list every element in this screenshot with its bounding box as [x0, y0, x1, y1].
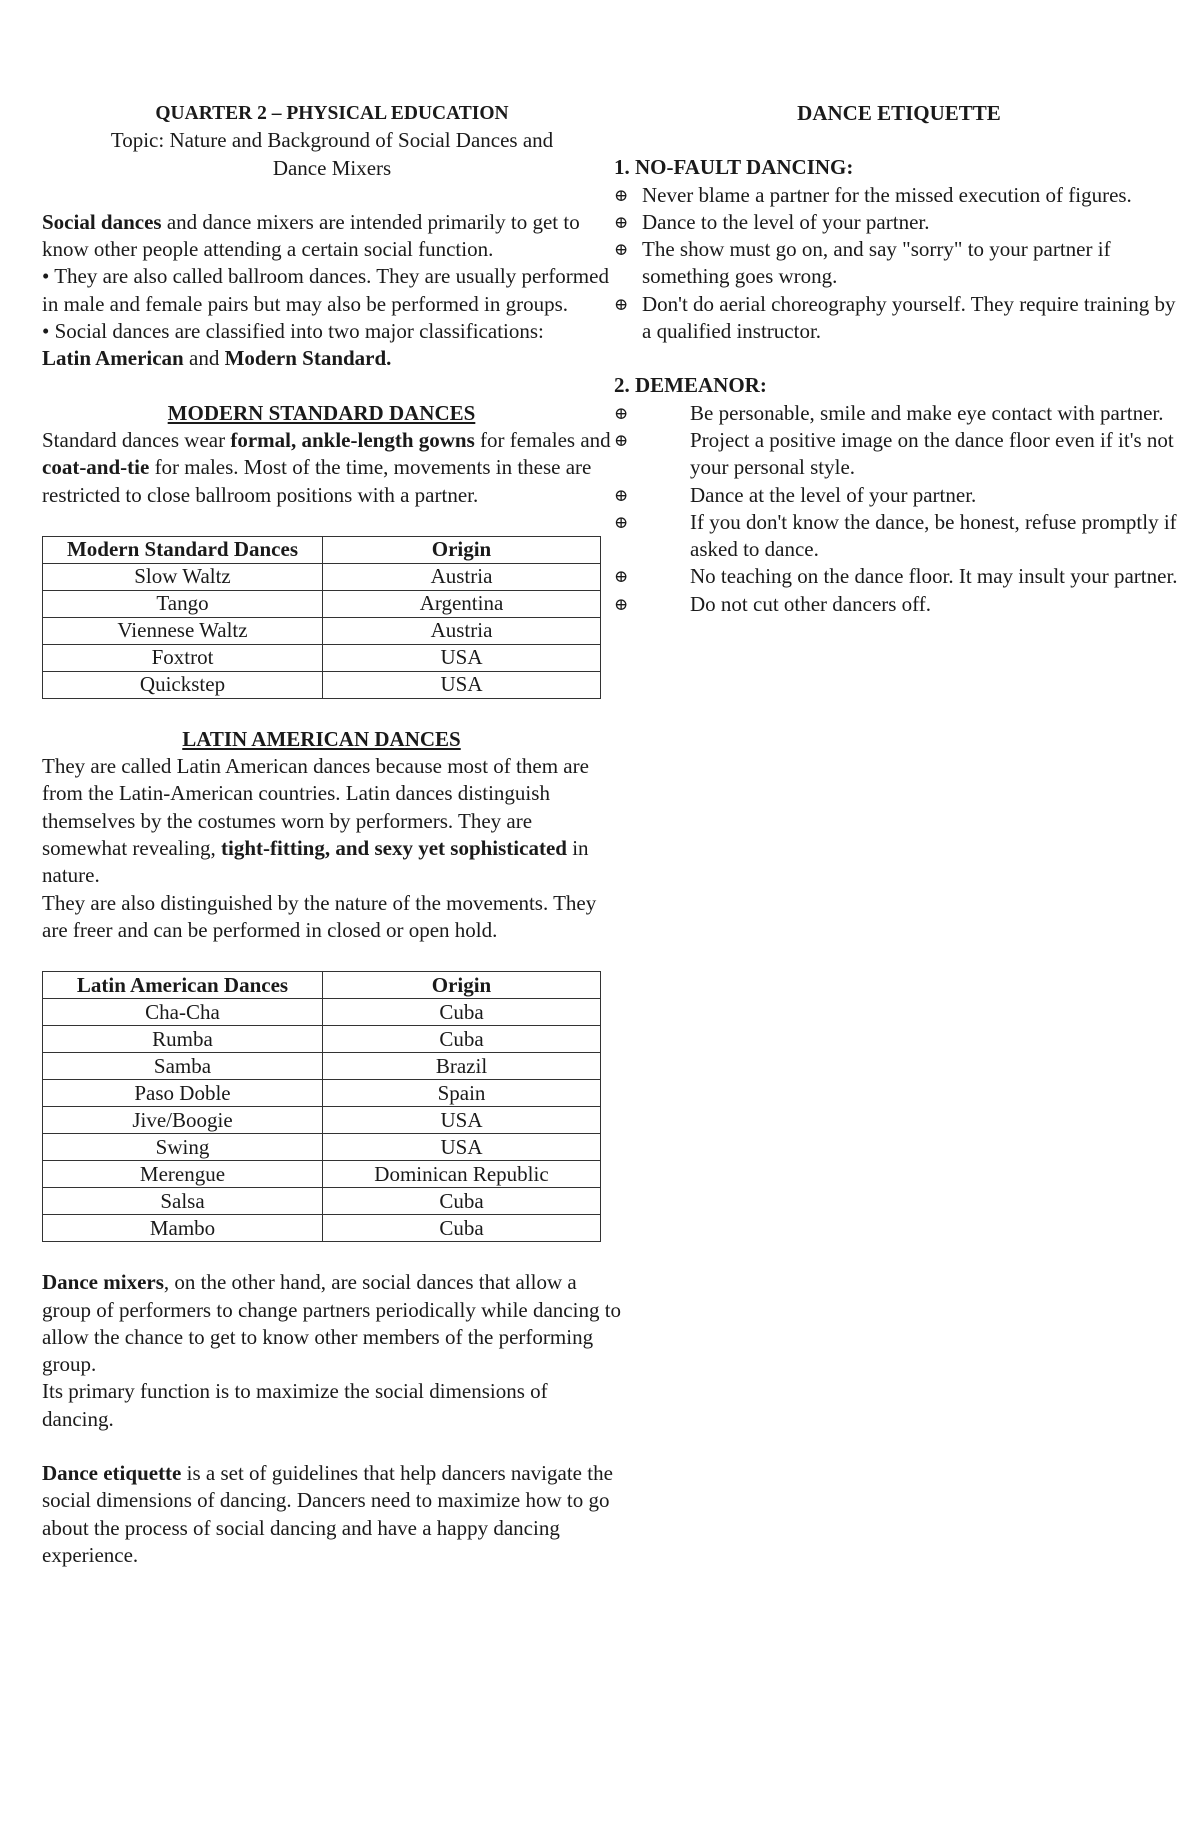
list-item-text: Project a positive image on the dance floor even if it's not your personal style. — [690, 427, 1174, 480]
list-item-text: Dance to the level of your partner. — [642, 209, 930, 234]
column-header-dance: Modern Standard Dances — [43, 536, 323, 563]
latin-paragraph-2: They are also distinguished by the nature of the movements. They are freer and can be performed in closed or open hold. — [42, 890, 597, 942]
latin-bold: tight-fitting, and sexy yet sophisticated — [221, 836, 567, 861]
table-row — [43, 1107, 601, 1134]
origin-cell: USA — [323, 1107, 601, 1134]
table-row — [43, 617, 601, 644]
list-item — [614, 236, 1184, 291]
dance-cell: Mambo — [43, 1215, 323, 1242]
table-row — [43, 644, 601, 671]
dance-mixers-text: , on the other hand, are social dances that allow a group of performers to change partners periodically while dancing to allow the chance to get to know other members of the performing group. — [42, 1270, 622, 1377]
list-item — [614, 291, 1184, 346]
dance-etiquette-paragraph — [42, 1460, 622, 1569]
right-column — [614, 100, 1184, 618]
list-item-text: Never blame a partner for the missed execution of figures. — [642, 182, 1132, 207]
latin-text-1: They are called Latin American dances because most of them are from the Latin-American countries. Latin dances distinguish themselves by the costumes worn by performers. They are somewhat revealing, — [42, 754, 589, 861]
dance-mixers-paragraph — [42, 1269, 622, 1378]
list-item — [614, 182, 1184, 209]
list-item-text: Dance at the level of your partner. — [690, 482, 977, 507]
table-row — [43, 1026, 601, 1053]
intro-bullet-2: • Social dances are classified into two major classifications: — [42, 319, 544, 344]
crossed-circle-icon: ⊕ — [614, 403, 629, 423]
origin-cell: USA — [323, 671, 601, 698]
modern-text-2: for females and — [474, 427, 611, 452]
list-item-text: If you don't know the dance, be honest, refuse promptly if asked to dance. — [690, 509, 1177, 562]
column-header-dance: Latin American Dances — [43, 972, 323, 999]
left-column — [42, 100, 622, 1569]
intro-bullet-1: • They are also called ballroom dances. They are usually performed in male and female pairs but may also be performed in groups. — [42, 264, 609, 316]
crossed-circle-icon: ⊕ — [614, 430, 629, 450]
latin-paragraph-1 — [42, 753, 622, 889]
crossed-circle-icon: ⊕ — [614, 567, 629, 587]
list-item-text: No teaching on the dance floor. It may insult your partner. — [690, 564, 1178, 589]
dance-etiquette-bold: Dance etiquette — [42, 1461, 182, 1486]
origin-cell: Cuba — [323, 1215, 601, 1242]
table-row — [43, 1215, 601, 1242]
demeanor-heading: 2. DEMEANOR: — [614, 373, 767, 398]
dance-cell: Rumba — [43, 1026, 323, 1053]
crossed-circle-icon: ⊕ — [614, 294, 629, 314]
dance-etiquette-title: DANCE ETIQUETTE — [797, 101, 1001, 125]
dance-cell: Slow Waltz — [43, 563, 323, 590]
dance-mixers-function: Its primary function is to maximize the social dimensions of dancing. — [42, 1379, 548, 1431]
origin-cell: Spain — [323, 1080, 601, 1107]
table-row — [43, 1188, 601, 1215]
list-item — [614, 209, 1184, 236]
dance-cell: Paso Doble — [43, 1080, 323, 1107]
latin-american-bold: Latin American — [42, 346, 184, 371]
list-item — [614, 400, 1184, 427]
intro-paragraph — [42, 209, 622, 264]
dance-cell: Swing — [43, 1134, 323, 1161]
origin-cell: USA — [323, 1134, 601, 1161]
crossed-circle-icon: ⊕ — [614, 512, 629, 532]
dance-etiquette-text: is a set of guidelines that help dancers navigate the social dimensions of dancing. Dancers need to maximize how to go about the process of social dancing and have a happy dancing experience. — [42, 1461, 613, 1567]
table-row — [43, 1134, 601, 1161]
modern-bold-gowns: formal, ankle-length gowns — [230, 427, 475, 452]
topic-line-2: Dance Mixers — [272, 155, 392, 180]
origin-cell: Austria — [323, 617, 601, 644]
table-row — [43, 1053, 601, 1080]
origin-cell: Argentina — [323, 590, 601, 617]
origin-cell: Austria — [323, 563, 601, 590]
modern-standard-heading: MODERN STANDARD DANCES — [167, 400, 476, 425]
dance-cell: Salsa — [43, 1188, 323, 1215]
list-item-text: Don't do aerial choreography yourself. They require training by a qualified instructor. — [642, 291, 1176, 344]
table-row — [43, 999, 601, 1026]
list-item — [614, 482, 1184, 509]
table-row — [43, 590, 601, 617]
list-item — [614, 509, 1184, 564]
modern-text-1: Standard dances wear — [42, 427, 231, 452]
table-row — [43, 563, 601, 590]
latin-american-heading: LATIN AMERICAN DANCES — [182, 726, 461, 751]
no-fault-list — [614, 182, 1184, 346]
and-text: and — [183, 346, 225, 371]
list-item — [614, 563, 1184, 590]
dance-cell: Merengue — [43, 1161, 323, 1188]
crossed-circle-icon: ⊕ — [614, 240, 629, 260]
modern-standard-paragraph — [42, 427, 622, 509]
dance-cell: Viennese Waltz — [43, 617, 323, 644]
origin-cell: Cuba — [323, 1188, 601, 1215]
origin-cell: Dominican Republic — [323, 1161, 601, 1188]
intro-classifications — [42, 345, 622, 372]
column-header-origin: Origin — [323, 536, 601, 563]
list-item-text: Be personable, smile and make eye contact with partner. — [690, 400, 1164, 425]
origin-cell: Cuba — [323, 999, 601, 1026]
dance-cell: Samba — [43, 1053, 323, 1080]
latin-text-2: in nature. — [42, 836, 589, 888]
topic-line-1: Topic: Nature and Background of Social Dances and — [110, 128, 554, 153]
table-row — [43, 671, 601, 698]
modern-bold-coat: coat-and-tie — [42, 455, 150, 480]
origin-cell: Brazil — [323, 1053, 601, 1080]
column-header-origin: Origin — [323, 972, 601, 999]
modern-standard-bold: Modern Standard. — [224, 346, 392, 371]
intro-text: and dance mixers are intended primarily to get to know other people attending a certain social function. — [42, 209, 580, 262]
crossed-circle-icon: ⊕ — [614, 594, 629, 614]
crossed-circle-icon: ⊕ — [614, 212, 629, 232]
modern-standard-table — [42, 536, 601, 699]
crossed-circle-icon: ⊕ — [614, 185, 629, 205]
list-item-text: Do not cut other dancers off. — [690, 591, 932, 616]
dance-cell: Quickstep — [43, 671, 323, 698]
intro-bold-social-dances: Social dances — [42, 209, 162, 234]
dance-cell: Foxtrot — [43, 644, 323, 671]
demeanor-list — [614, 400, 1184, 618]
dance-cell: Cha-Cha — [43, 999, 323, 1026]
origin-cell: Cuba — [323, 1026, 601, 1053]
table-row — [43, 1161, 601, 1188]
modern-text-3: for males. Most of the time, movements in these are restricted to close ballroom positions with a partner. — [42, 455, 592, 507]
quarter-header: QUARTER 2 – PHYSICAL EDUCATION — [155, 103, 509, 124]
list-item — [614, 427, 1184, 482]
table-header-row — [43, 972, 601, 999]
list-item — [614, 591, 1184, 618]
dance-cell: Jive/Boogie — [43, 1107, 323, 1134]
latin-american-table — [42, 971, 601, 1242]
origin-cell: USA — [323, 644, 601, 671]
no-fault-heading: 1. NO-FAULT DANCING: — [614, 155, 854, 180]
table-header-row — [43, 536, 601, 563]
table-row — [43, 1080, 601, 1107]
crossed-circle-icon: ⊕ — [614, 485, 629, 505]
list-item-text: The show must go on, and say "sorry" to your partner if something goes wrong. — [642, 237, 1111, 289]
dance-cell: Tango — [43, 590, 323, 617]
dance-mixers-bold: Dance mixers — [42, 1270, 164, 1295]
